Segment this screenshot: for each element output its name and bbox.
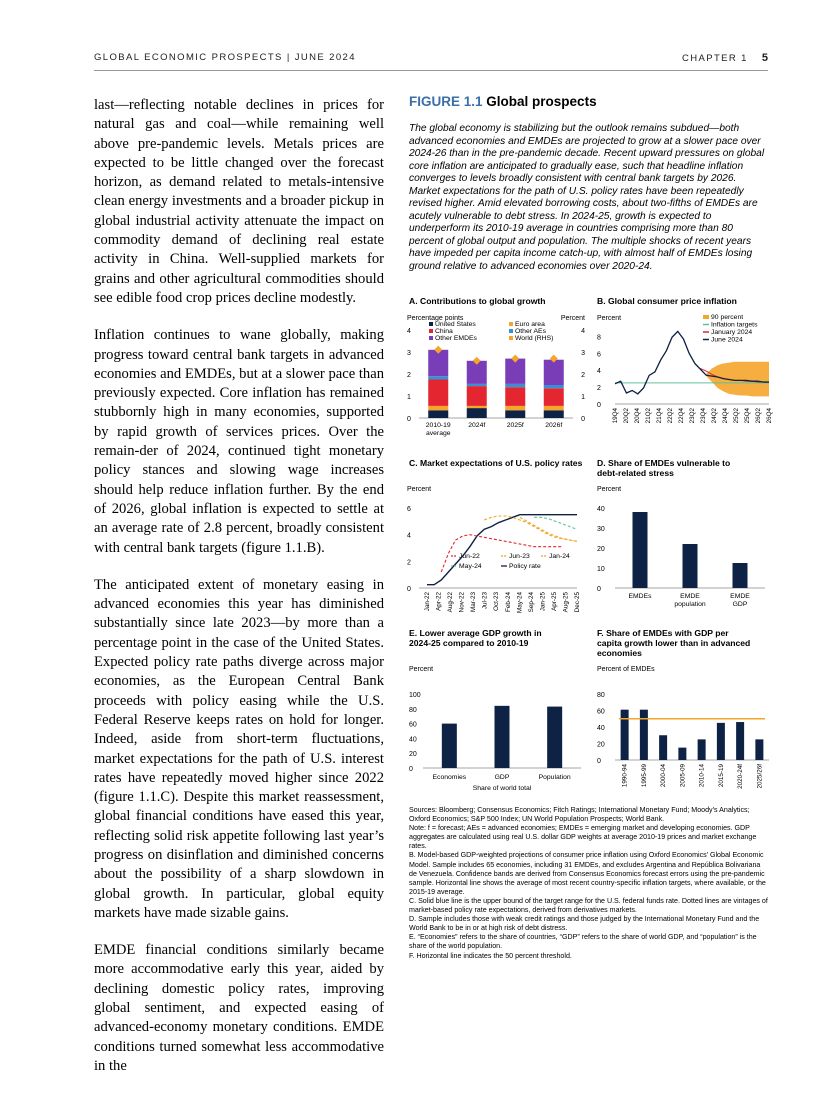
legend-label: Other EMDEs — [435, 335, 477, 342]
legend-swatch — [429, 322, 433, 326]
x-tick-label: May-24 — [516, 592, 524, 613]
legend-label: Euro area — [515, 321, 545, 328]
panel-c-title: C. Market expectations of U.S. policy rates — [409, 458, 583, 468]
bar-segment — [544, 360, 564, 385]
x-tick-label: Nov-22 — [458, 592, 466, 613]
bar — [755, 739, 763, 760]
legend-label: Jun-22 — [459, 553, 480, 560]
x-tick-label: Dec-25 — [574, 592, 581, 613]
x-tick-label: 2020-24f — [737, 764, 745, 789]
x-tick-label: Feb-24 — [504, 592, 512, 612]
bar-segment — [467, 406, 487, 408]
bar — [717, 723, 725, 760]
note-d: D. Sample includes those with weak credit ratings and those judged by the International Monetary Fund and the World Bank to be in or at high risk of debt distress. — [409, 915, 760, 933]
x-tick-label: Apr-25 — [550, 592, 558, 611]
bar — [683, 544, 698, 588]
x-tick-label: 25Q4 — [744, 408, 751, 424]
confidence-band — [706, 362, 769, 397]
series-line — [427, 515, 577, 585]
y-tick-label: 0 — [407, 416, 411, 423]
y-tick-label: 40 — [597, 506, 605, 513]
x-tick-label: Apr-22 — [435, 592, 443, 611]
x-tick-label: 26Q2 — [755, 408, 762, 424]
y-tick-label: 8 — [597, 334, 601, 342]
y-tick-label: 4 — [407, 532, 411, 540]
bar-segment — [428, 406, 448, 410]
panel-f-title-line: F. Share of EMDEs with GDP per — [597, 628, 729, 638]
x-tick-label: 2024f — [468, 422, 486, 429]
x-tick-label: 22Q2 — [667, 408, 674, 424]
x-tick-label: Aug-22 — [447, 592, 455, 613]
bar-segment — [428, 410, 448, 418]
y-tick-label: 60 — [597, 708, 605, 716]
x-tick-label: Jan-25 — [539, 592, 547, 612]
panel-a-title: A. Contributions to global growth — [409, 296, 546, 306]
panel-e-title — [409, 628, 542, 648]
bar-segment — [428, 380, 448, 406]
y-tick-label-right: 0 — [581, 416, 585, 423]
legend-label: Jan-24 — [549, 553, 570, 560]
header-rule — [94, 70, 768, 71]
x-tick-label: Population — [538, 774, 571, 781]
y-tick-label: 80 — [409, 706, 417, 714]
y-tick-label-right: 1 — [581, 394, 585, 401]
bar-segment — [428, 376, 448, 379]
y-tick-label: 10 — [597, 566, 605, 573]
x-tick-label: 2026f — [545, 422, 563, 429]
x-tick-label: 2000-04 — [660, 764, 668, 788]
bar — [698, 739, 706, 760]
x-tick-label: 23Q4 — [700, 408, 707, 424]
bar — [442, 724, 457, 768]
x-tick-label: Jan-22 — [424, 592, 431, 612]
x-tick-label: 2025/26f — [756, 764, 764, 789]
x-tick-label: 2010-14 — [698, 764, 706, 788]
bar — [547, 707, 562, 768]
bar-segment — [467, 384, 487, 386]
y-tick-label: 20 — [409, 751, 417, 759]
y-tick-label: 40 — [597, 725, 605, 732]
bar — [659, 735, 667, 760]
axis-label: Percent of EMDEs — [597, 666, 655, 673]
panel-e-chart — [405, 660, 587, 798]
x-tick-label: 2005-09 — [679, 764, 687, 788]
panel-d-title-line: debt-related stress — [597, 468, 674, 478]
series-line — [534, 517, 577, 529]
x-tick-label: Economies — [432, 774, 467, 781]
legend-label: January 2024 — [711, 329, 753, 336]
y-tick-label-right: 3 — [581, 350, 585, 357]
y-tick-label: 2 — [407, 559, 411, 567]
x-tick-label: 22Q4 — [678, 408, 685, 424]
legend-swatch — [703, 315, 709, 319]
y-tick-label: 100 — [409, 692, 421, 699]
x-tick-label: 21Q2 — [645, 408, 652, 424]
axis-label-right: Percent — [560, 315, 585, 322]
bar-segment — [467, 386, 487, 406]
y-tick-label: 6 — [407, 506, 411, 513]
x-tick-label: 26Q4 — [766, 408, 773, 424]
bar — [736, 722, 744, 760]
x-tick-label: EMDE — [730, 593, 750, 600]
y-tick-label: 20 — [597, 741, 605, 749]
y-tick-label: 0 — [597, 402, 601, 409]
panel-f-title — [597, 628, 750, 658]
x-tick-label: 24Q4 — [722, 408, 729, 424]
y-tick-label: 40 — [409, 736, 417, 744]
legend-label: China — [435, 328, 453, 335]
y-tick-label: 2 — [597, 385, 601, 393]
axis-label-left: Percentage points — [407, 315, 464, 322]
x-tick-label: 2015-19 — [717, 764, 725, 788]
figure-title — [409, 94, 597, 109]
x-tick-label: 20Q4 — [634, 408, 641, 424]
body-paragraph: The anticipated extent of monetary easing in advanced economies this year has diminished substantially since late 2023—by more than a percentage point in the case of the United States. Expected policy rate paths diverge across major economies, as the European Central Bank proceeds with policy easing while the U.S. Federal Reserve keeps rates on hold for longer. Indeed, aside from short-term fluctuations, market expectations for the path of U.S. interest rates have repeatedly moved higher since 2022 (figure 1.1.C). Despite this market reassessment, global financial conditions have eased this year, reflecting solid risk appetite following last year’s progress on disinflation and diminished concerns about the possibility of a sharp slowdown in global growth. In particular, global equity markets have made sizable gains. — [94, 576, 384, 921]
series-line — [520, 517, 577, 541]
page-number: 5 — [761, 52, 768, 64]
x-tick-label: 19Q4 — [612, 408, 619, 424]
x-tick-label: EMDEs — [628, 593, 652, 600]
y-tick-label: 4 — [597, 368, 601, 376]
legend-label: 90 percent — [711, 314, 744, 321]
legend-label: Policy rate — [509, 563, 541, 570]
x-tick-label: Oct-23 — [493, 592, 501, 611]
bar-segment — [505, 410, 525, 418]
legend-swatch — [509, 322, 513, 326]
x-tick-label: 2010-19 — [425, 422, 451, 429]
bar-segment — [467, 408, 487, 418]
chapter-label — [682, 52, 768, 64]
running-header: GLOBAL ECONOMIC PROSPECTS | JUNE 2024 — [94, 52, 356, 63]
x-tick-label: 1990-94 — [621, 764, 629, 788]
bar — [621, 710, 629, 760]
legend-label: United States — [435, 321, 476, 328]
body-column — [94, 96, 384, 1094]
body-paragraph: Inflation continues to wane globally, making progress toward central bank targets in advanced economies and EMDEs, but at a slower pace than previously expected. Core inflation has remained stubbornly high in many economies, supported by rapid growth of services prices. Over the remain-der of 2024, continued tight monetary policy stances and slowing wage increases should help reduce inflation further. By the end of 2026, global inflation is expected to settle at an average rate of 2.8 percent, broadly consistent with central bank targets (figure 1.1.B). — [94, 327, 384, 556]
y-tick-label: 0 — [597, 586, 601, 593]
x-tick-label: 1995-99 — [640, 764, 648, 788]
y-tick-label: 20 — [597, 546, 605, 553]
body-paragraph: last—reflecting notable declines in prices for natural gas and coal—while remaining well above pre-pandemic levels. Metals prices are expected to be little changed over the forecast horizon, as demand related to metals-intensive clean energy investments and a broader pickup in global industrial activity attenuate the impact on commodity demand of declining real estate activity in China. Well-supplied markets for grains and other agricultural commodities should see edible food crop prices decline modestly. — [94, 97, 384, 306]
x-tick-label: Aug-25 — [562, 592, 570, 613]
x-tick-label: 20Q2 — [623, 408, 630, 424]
x-tick-label: GDP — [494, 774, 510, 781]
bar — [678, 748, 686, 760]
x-tick-label: Jul-23 — [481, 592, 489, 610]
y-tick-label: 80 — [597, 692, 605, 699]
y-tick-label-right: 4 — [581, 328, 585, 335]
y-tick-label: 60 — [409, 721, 417, 729]
x-tick-label: GDP — [732, 601, 748, 608]
bar — [640, 710, 648, 760]
note-sources: Sources: Bloomberg; Consensus Economics; Fitch Ratings; International Monetary Fund; Moody’s Analytics; Oxford Economics; S&P 500 Index; UN World Population Prospects; World Bank. — [409, 806, 750, 824]
x-tick-label: 23Q2 — [689, 408, 696, 424]
panel-b-title: B. Global consumer price inflation — [597, 296, 737, 306]
legend-label: World (RHS) — [515, 335, 554, 342]
panel-d-chart — [593, 480, 775, 622]
bar-segment — [505, 384, 525, 387]
legend-label: Jun-23 — [509, 553, 530, 560]
panel-d-title — [597, 458, 730, 478]
y-tick-label: 6 — [597, 351, 601, 359]
legend-swatch — [509, 329, 513, 333]
panel-d-title-line: D. Share of EMDEs vulnerable to — [597, 458, 731, 468]
axis-label: Percent — [407, 486, 432, 493]
bar-segment — [544, 388, 564, 406]
legend-label: June 2024 — [711, 336, 743, 344]
x-tick-label: 2025f — [506, 422, 524, 429]
y-tick-label: 30 — [597, 526, 605, 533]
body-paragraph: EMDE financial conditions similarly became more accommodative early this year, aided by declining domestic policy rates, improving global sentiment, and expected easing of advanced-economy monetary conditions. EMDE conditions turned somewhat less accommodative in the — [94, 942, 384, 1074]
bar-segment — [505, 387, 525, 406]
legend-swatch — [509, 336, 513, 340]
bar — [733, 563, 748, 588]
x-tick-label: population — [674, 601, 706, 608]
y-tick-label: 0 — [597, 758, 601, 765]
panel-c-chart — [405, 480, 587, 622]
x-tick-label: EMDE — [680, 593, 700, 600]
panel-f-title-line: capita growth lower than in advanced — [597, 638, 751, 648]
axis-label: Percent — [409, 666, 434, 673]
legend-swatch — [429, 336, 433, 340]
bar-segment — [544, 385, 564, 388]
legend-label: Other AEs — [515, 328, 546, 335]
x-tick-label: 24Q2 — [711, 408, 718, 424]
figure-description: The global economy is stabilizing but the outlook remains subdued—both advanced economies and EMDEs are projected to grow at a slower pace over 2024-26 than in the pre-pandemic decade. Recent upward pressures on global core inflation are anticipated to gradually ease, such that headline inflation converges to levels broadly consistent with central bank targets by 2026. Market expectations for the path of U.S. policy rates have been repeatedly revised higher. Amid elevated borrowing costs, about two-fifths of EMDEs are acutely vulnerable to debt stress. In 2024-25, growth is expected to underperform its 2010-19 average in countries comprising more than 80 percent of global output and population. The multiple shocks of recent years have impeded per capita income catch-up, with almost half of EMDEs losing ground relative to advanced economies over 2020-24. — [409, 123, 765, 272]
legend-swatch — [429, 329, 433, 333]
legend-label: May-24 — [459, 563, 482, 570]
panel-f-title-line: economies — [597, 648, 642, 658]
x-tick-label: 25Q2 — [733, 408, 740, 424]
panel-e-title-line: 2024-25 compared to 2010-19 — [409, 638, 529, 648]
y-tick-label: 1 — [407, 394, 411, 401]
legend-label: Inflation targets — [711, 321, 758, 329]
y-tick-label: 4 — [407, 328, 411, 335]
panel-b-chart — [593, 308, 775, 440]
figure-name: Global prospects — [486, 94, 597, 109]
panel-e-title-line: E. Lower average GDP growth in — [409, 628, 542, 638]
bar-segment — [544, 410, 564, 418]
figure-label: FIGURE 1.1 — [409, 94, 483, 109]
x-tick-label: average — [425, 430, 451, 437]
bar-segment — [505, 406, 525, 410]
panel-a-chart — [405, 308, 587, 440]
axis-label: Percent — [597, 486, 622, 493]
bar — [495, 706, 510, 768]
y-tick-label: 0 — [407, 586, 411, 593]
y-tick-label: 0 — [409, 766, 413, 773]
series-line — [484, 516, 577, 541]
x-axis-label: Share of world total — [472, 785, 532, 792]
note-b: B. Model-based GDP-weighted projections of consumer price inflation using Oxford Economics’ Global Economic Model. Sample includes 65 economies, including 31 EMDEs, and excludes Argentina and República Bolivariana de Venezuela. Confidence bands are derived from Consensus Economics forecast errors using the pre-pandemic sample. Horizontal line shows the average of most recent country-specific inflation targets, where available, or the 2015-19 average. — [409, 851, 766, 896]
y-tick-label-right: 2 — [581, 372, 585, 379]
y-tick-label: 2 — [407, 372, 411, 379]
note-e: E. “Economies” refers to the share of countries, “GDP” refers to the share of world GDP, and “population” is the share of the world population. — [409, 933, 757, 951]
x-tick-label: 21Q4 — [656, 408, 663, 424]
note-f: F. Horizontal line indicates the 50 percent threshold. — [409, 951, 572, 960]
panel-f-chart — [593, 660, 775, 798]
note-definitions: Note: f = forecast; AEs = advanced economies; EMDEs = emerging market and developing economies. GDP aggregates are calculated using real U.S. dollar GDP weights at average 2010-19 prices and market exchange rates. — [409, 824, 757, 851]
figure-notes — [409, 806, 769, 961]
bar — [633, 512, 648, 588]
x-tick-label: Mar-23 — [470, 592, 478, 612]
chapter-text: CHAPTER 1 — [681, 53, 748, 64]
y-tick-label: 3 — [407, 350, 411, 357]
axis-label: Percent — [597, 315, 622, 322]
x-tick-label: Sep-24 — [527, 592, 535, 613]
note-c: C. Solid blue line is the upper bound of the target range for the U.S. federal funds rate. Dotted lines are vintages of market-based policy rate expectations, derived from derivatives markets. — [409, 896, 768, 915]
bar-segment — [544, 406, 564, 410]
